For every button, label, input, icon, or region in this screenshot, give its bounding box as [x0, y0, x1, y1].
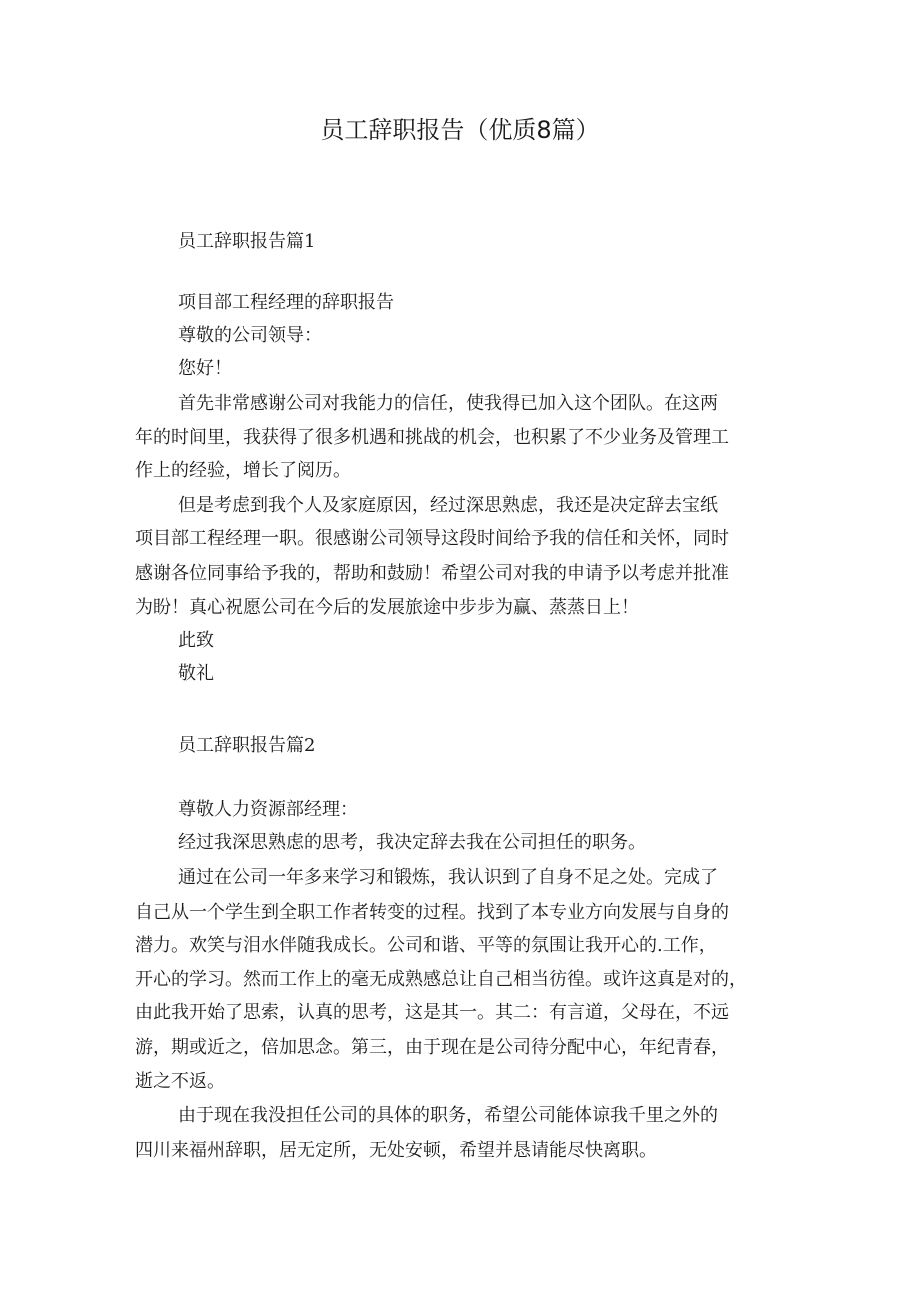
- paragraph-line: 由于现在我没担任公司的具体的职务，希望公司能体谅我千里之外的: [178, 1105, 718, 1126]
- paragraph-line: 感谢各位同事给予我的，帮助和鼓励！希望公司对我的申请予以考虑并批准: [135, 563, 729, 584]
- section-heading-1: 员工辞职报告篇1: [178, 231, 316, 252]
- paragraph-line: 由此我开始了思索，认真的思考，这是其一。其二：有言道，父母在，不远: [135, 1002, 729, 1023]
- paragraph-line: 项目部工程经理一职。很感谢公司领导这段时间给予我的信任和关怀，同时: [135, 528, 729, 549]
- paragraph-line: 为盼！真心祝愿公司在今后的发展旅途中步步为赢、蒸蒸日上！: [135, 597, 639, 618]
- paragraph-line: 开心的学习。然而工作上的毫无成熟感总让自己相当彷徨。或许这真是对的，: [135, 969, 747, 990]
- paragraph-line: 自己从一个学生到全职工作者转变的过程。找到了本专业方向发展与自身的: [135, 902, 729, 923]
- greeting: 您好！: [178, 358, 232, 379]
- section-heading-2: 员工辞职报告篇2: [178, 735, 316, 756]
- paragraph-line: 逝之不返。: [135, 1071, 225, 1092]
- paragraph-line: 首先非常感谢公司对我能力的信任，使我得已加入这个团队。在这两: [178, 393, 718, 414]
- paragraph-line: 经过我深思熟虑的思考，我决定辞去我在公司担任的职务。: [178, 832, 646, 853]
- paragraph-line: 通过在公司一年多来学习和锻炼，我认识到了自身不足之处。完成了: [178, 867, 718, 888]
- document-title: 员工辞职报告（优质8篇）: [320, 116, 600, 144]
- paragraph-line: 但是考虑到我个人及家庭原因，经过深思熟虑，我还是决定辞去宝纸: [178, 495, 718, 516]
- paragraph-line: 游，期或近之，倍加思念。第三，由于现在是公司待分配中心，年纪青春，: [135, 1037, 729, 1058]
- salutation: 尊敬人力资源部经理：: [178, 799, 358, 820]
- paragraph-line: 年的时间里，我获得了很多机遇和挑战的机会，也积累了不少业务及管理工: [135, 427, 729, 448]
- closing-line: 敬礼: [178, 663, 214, 684]
- salutation: 尊敬的公司领导：: [178, 325, 322, 346]
- paragraph-line: 作上的经验，增长了阅历。: [135, 460, 351, 481]
- paragraph-line: 潜力。欢笑与泪水伴随我成长。公司和谐、平等的氛围让我开心的.工作，: [135, 935, 717, 956]
- paragraph-line: 四川来福州辞职，居无定所，无处安顿，希望并恳请能尽快离职。: [135, 1140, 657, 1161]
- closing-line: 此致: [178, 630, 214, 651]
- paragraph-line: 项目部工程经理的辞职报告: [178, 292, 394, 313]
